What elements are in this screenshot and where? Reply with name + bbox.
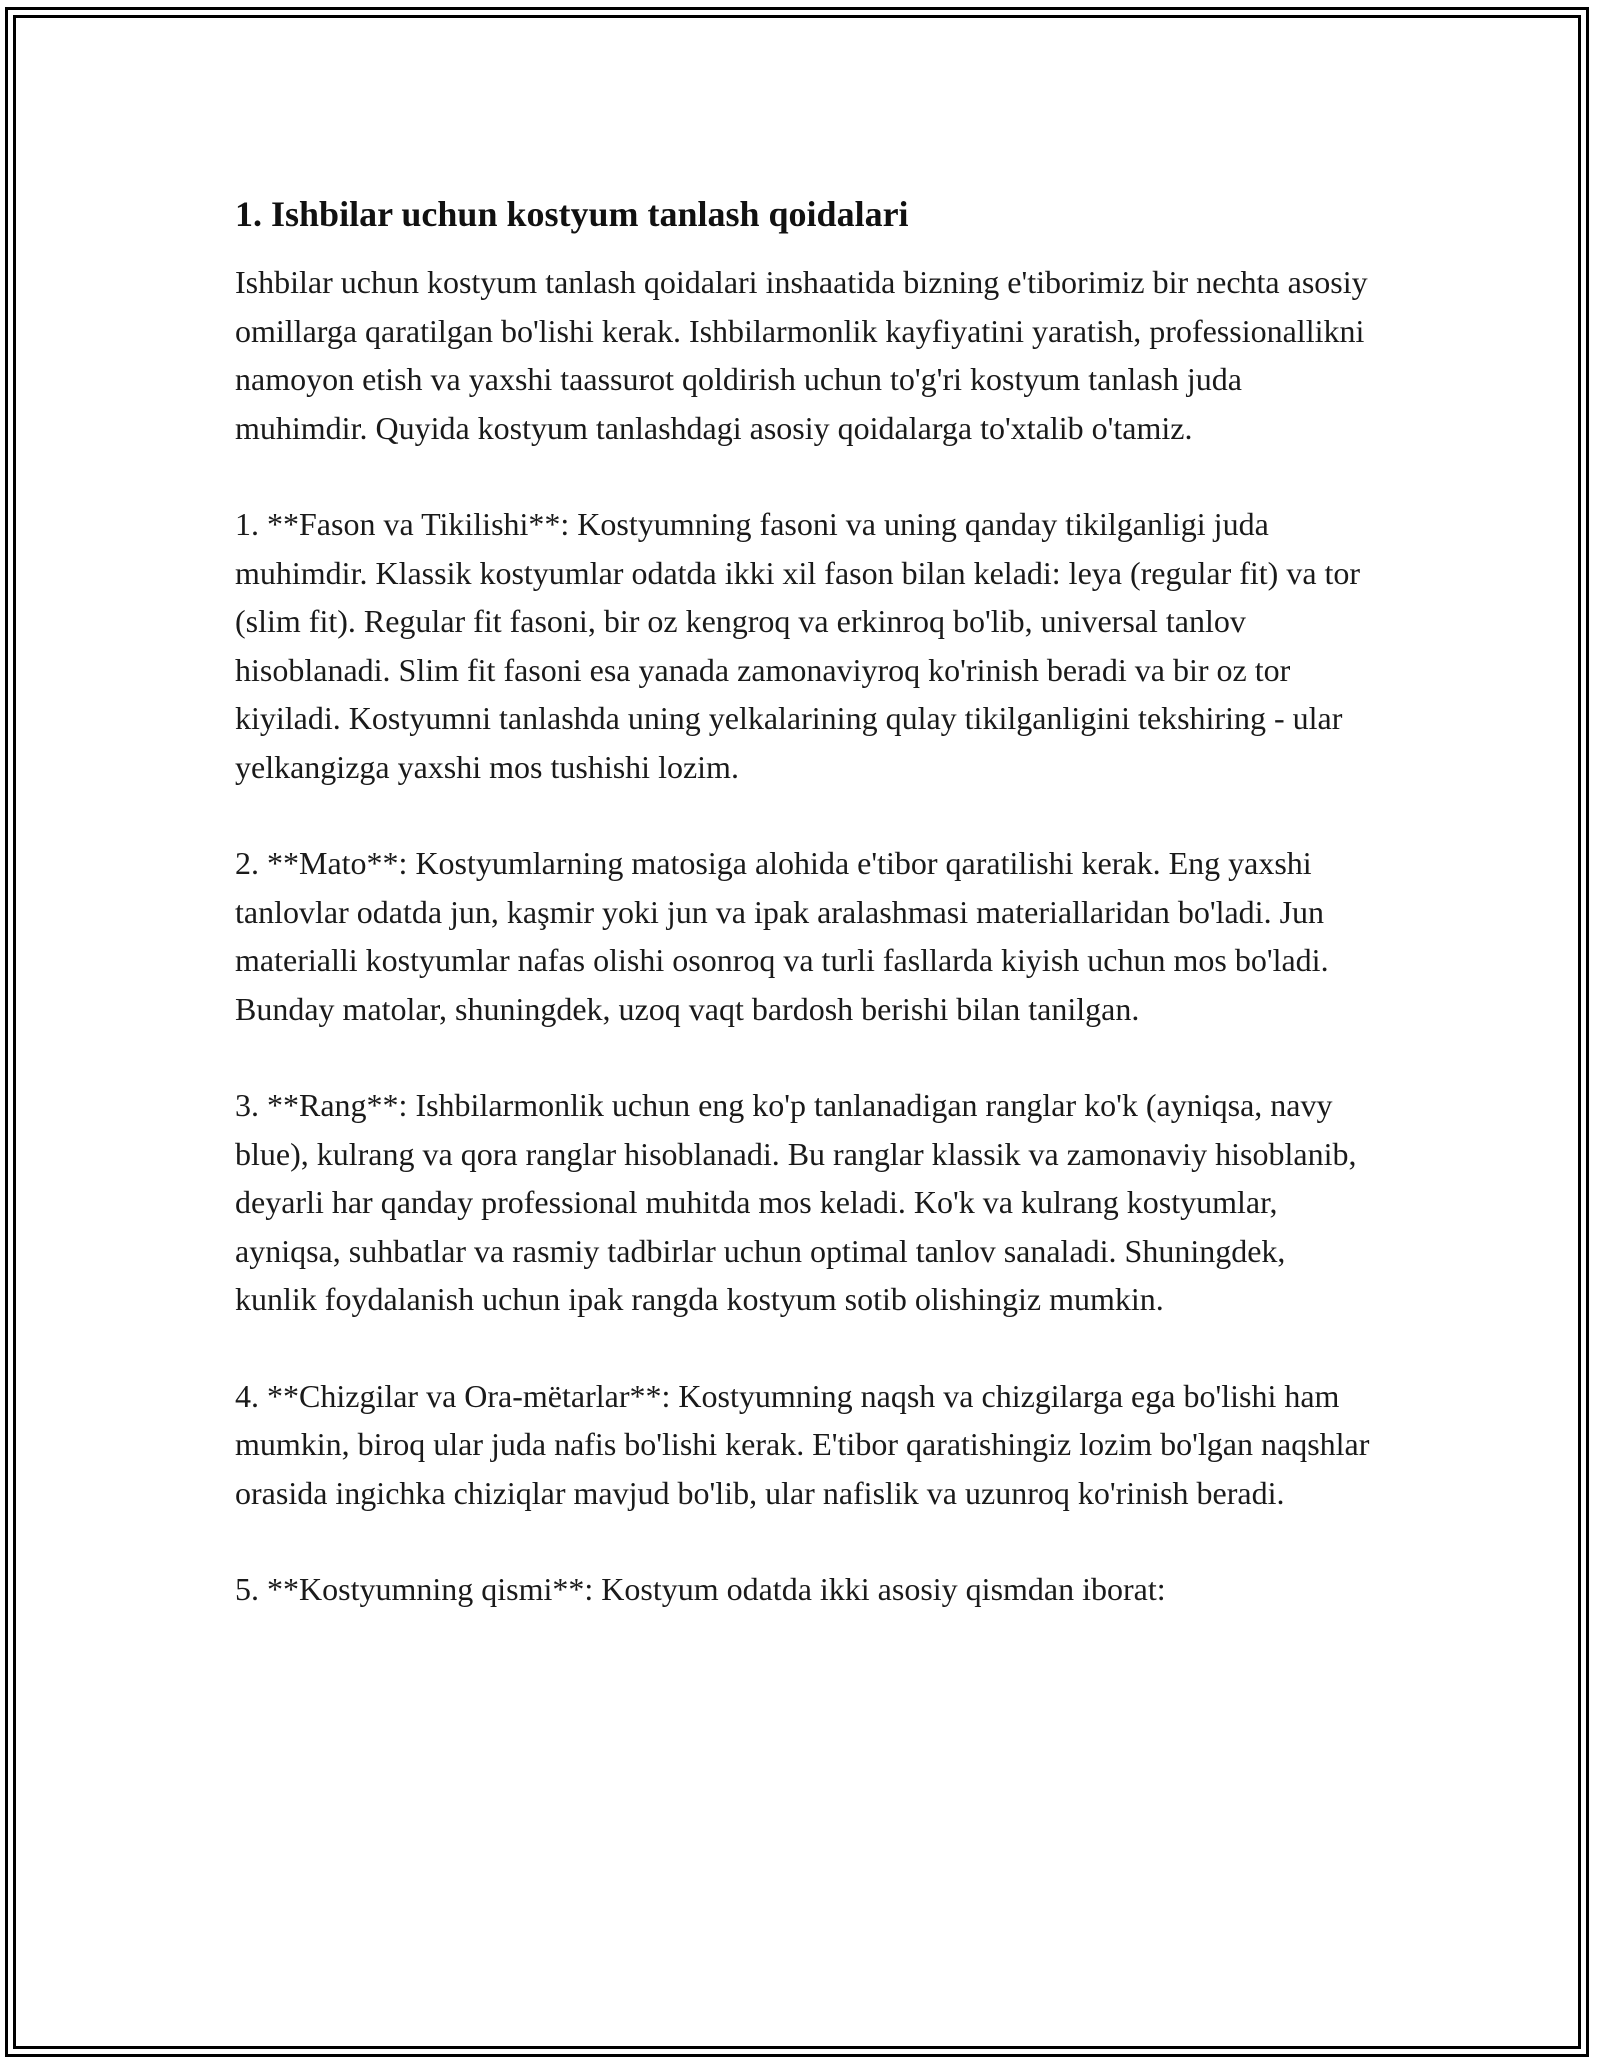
paragraph-chizgilar: 4. **Chizgilar va Ora-mëtarlar**: Kostyumning naqsh va chizgilarga ega bo'lishi ham mumkin, biroq ular juda nafis bo'lishi kerak. E'tibor qaratishingiz lozim bo'lgan naqshlar orasida ingichka chiziqlar mavjud bo'lib, ular nafislik va uzunroq ko'rinish beradi. [235,1377,1370,1511]
paragraph-mato: 2. **Mato**: Kostyumlarning matosiga alohida e'tibor qaratilishi kerak. Eng yaxshi tanlovlar odatda jun, kaşmir yoki jun va ipak aralashmasi materiallaridan bo'ladi. Jun materialli kostyumlar nafas olishi osonroq va turli fasllarda kiyish uchun mos bo'ladi. Bunday matolar, shuningdek, uzoq vaqt bardosh berishi bilan tanilgan. [235,845,1329,1027]
paragraph-fason: 1. **Fason va Tikilishi**: Kostyumning fasoni va uning qanday tikilganligi juda muhimdir. Klassik kostyumlar odatda ikki xil fason bilan keladi: leya (regular fit) va tor (slim fit). Regular fit fasoni, bir oz kengroq va erkinroq bo'lib, universal tanlov hisoblanadi. Slim fit fasoni esa yanada zamonaviyroq ko'rinish beradi va bir oz tor kiyiladi. Kostyumni tanlashda uning yelkalarining qulay tikilganligini tekshiring - ular yelkangizga yaxshi mos tushishi lozim. [235,506,1361,785]
paragraph-qismi: 5. **Kostyumning qismi**: Kostyum odatda ikki asosiy qismdan iborat: [235,1571,1166,1607]
document-body [235,188,1375,1662]
paragraph-intro: Ishbilar uchun kostyum tanlash qoidalari inshaatida bizning e'tiborimiz bir nechta asosiy omillarga qaratilgan bo'lishi kerak. Ishbilarmonlik kayfiyatini yaratish, professionallikni namoyon etish va yaxshi taassurot qoldirish uchun to'g'ri kostyum tanlash juda muhimdir. Quyida kostyum tanlashdagi asosiy qoidalarga to'xtalib o'tamiz. [235,264,1368,446]
paragraph-rang: 3. **Rang**: Ishbilarmonlik uchun eng ko'p tanlanadigan ranglar ko'k (ayniqsa, navy blue), kulrang va qora ranglar hisoblanadi. Bu ranglar klassik va zamonaviy hisoblanib, deyarli har qanday professional muhitda mos keladi. Ko'k va kulrang kostyumlar, ayniqsa, suhbatlar va rasmiy tadbirlar uchun optimal tanlov sanaladi. Shuningdek, kunlik foydalanish uchun ipak rangda kostyum sotib olishingiz mumkin. [235,1087,1357,1317]
document-title: 1. Ishbilar uchun kostyum tanlash qoidalari [235,194,909,234]
